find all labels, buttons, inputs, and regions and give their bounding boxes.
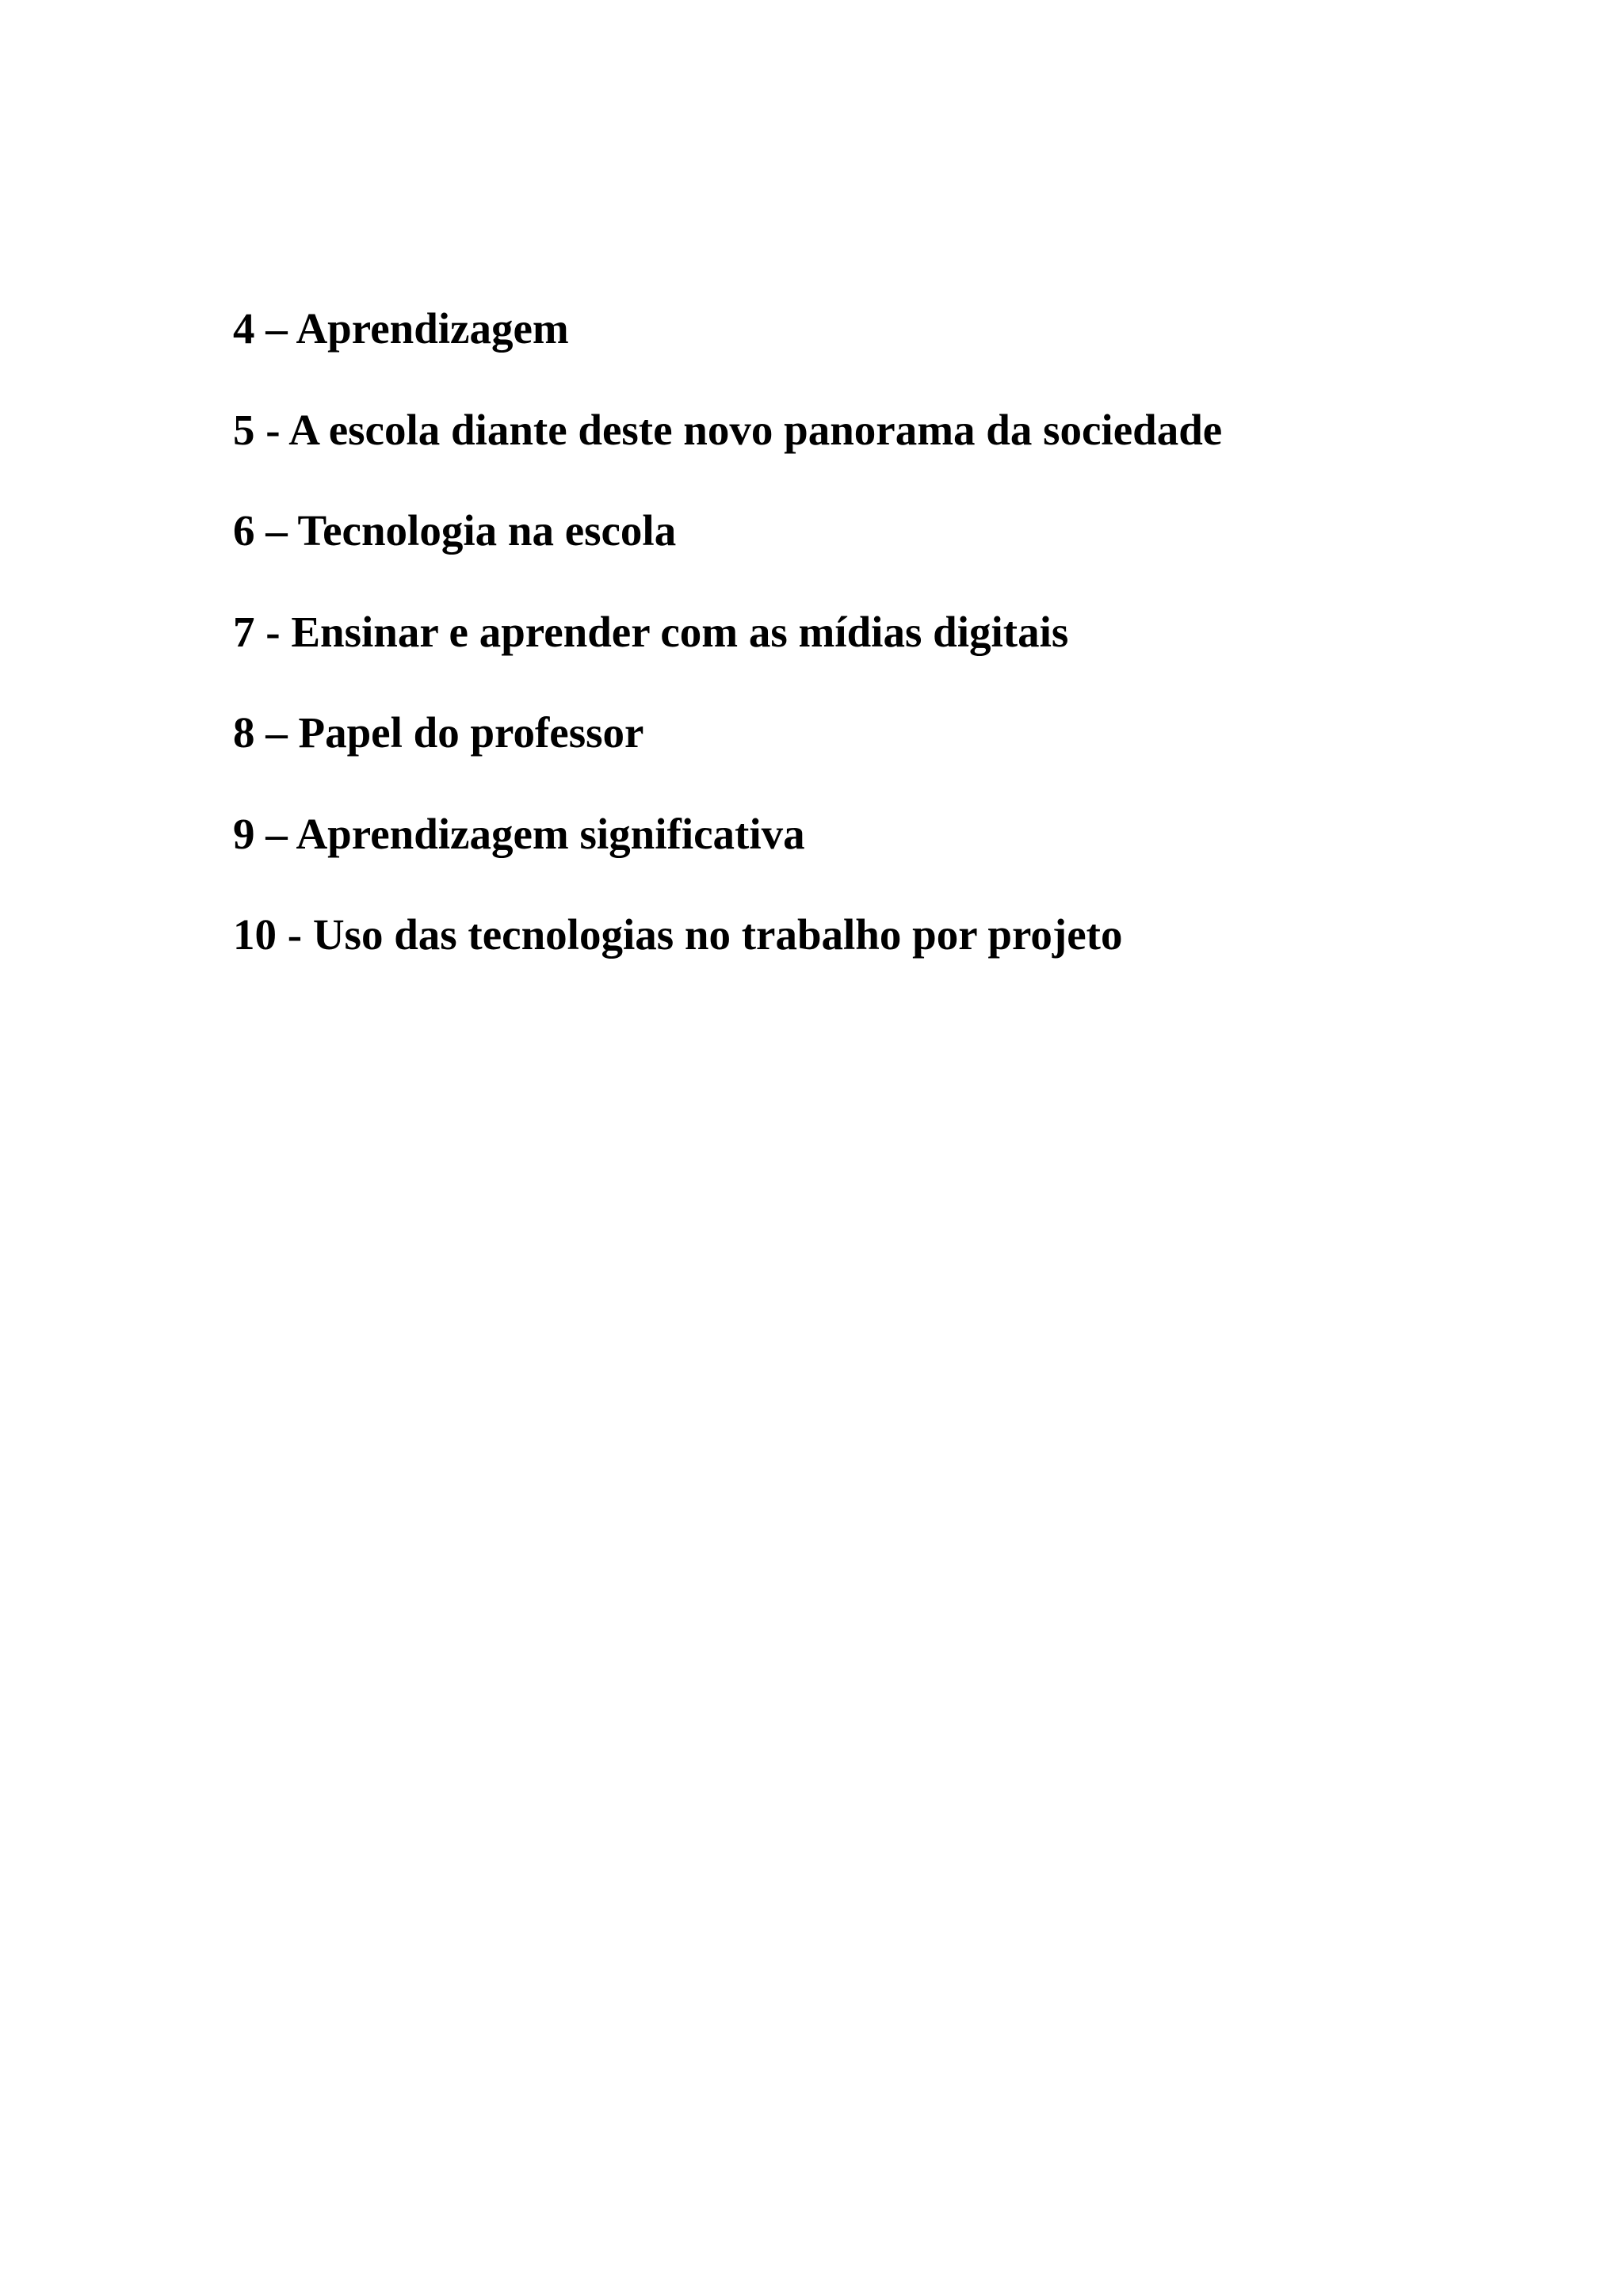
contents-item-8: 8 – Papel do professor	[233, 708, 644, 757]
contents-item-5: 5 - A escola diante deste novo panorama da sociedade	[233, 405, 1223, 454]
contents-item-6: 6 – Tecnologia na escola	[233, 506, 677, 555]
contents-item-9: 9 – Aprendizagem significativa	[233, 809, 805, 858]
contents-item-7: 7 - Ensinar e aprender com as mídias digitais	[233, 607, 1069, 656]
contents-item-4: 4 – Aprendizagem	[233, 304, 569, 353]
contents-item-10: 10 - Uso das tecnologias no trabalho por projeto	[233, 910, 1123, 959]
contents-list	[233, 303, 1222, 1011]
